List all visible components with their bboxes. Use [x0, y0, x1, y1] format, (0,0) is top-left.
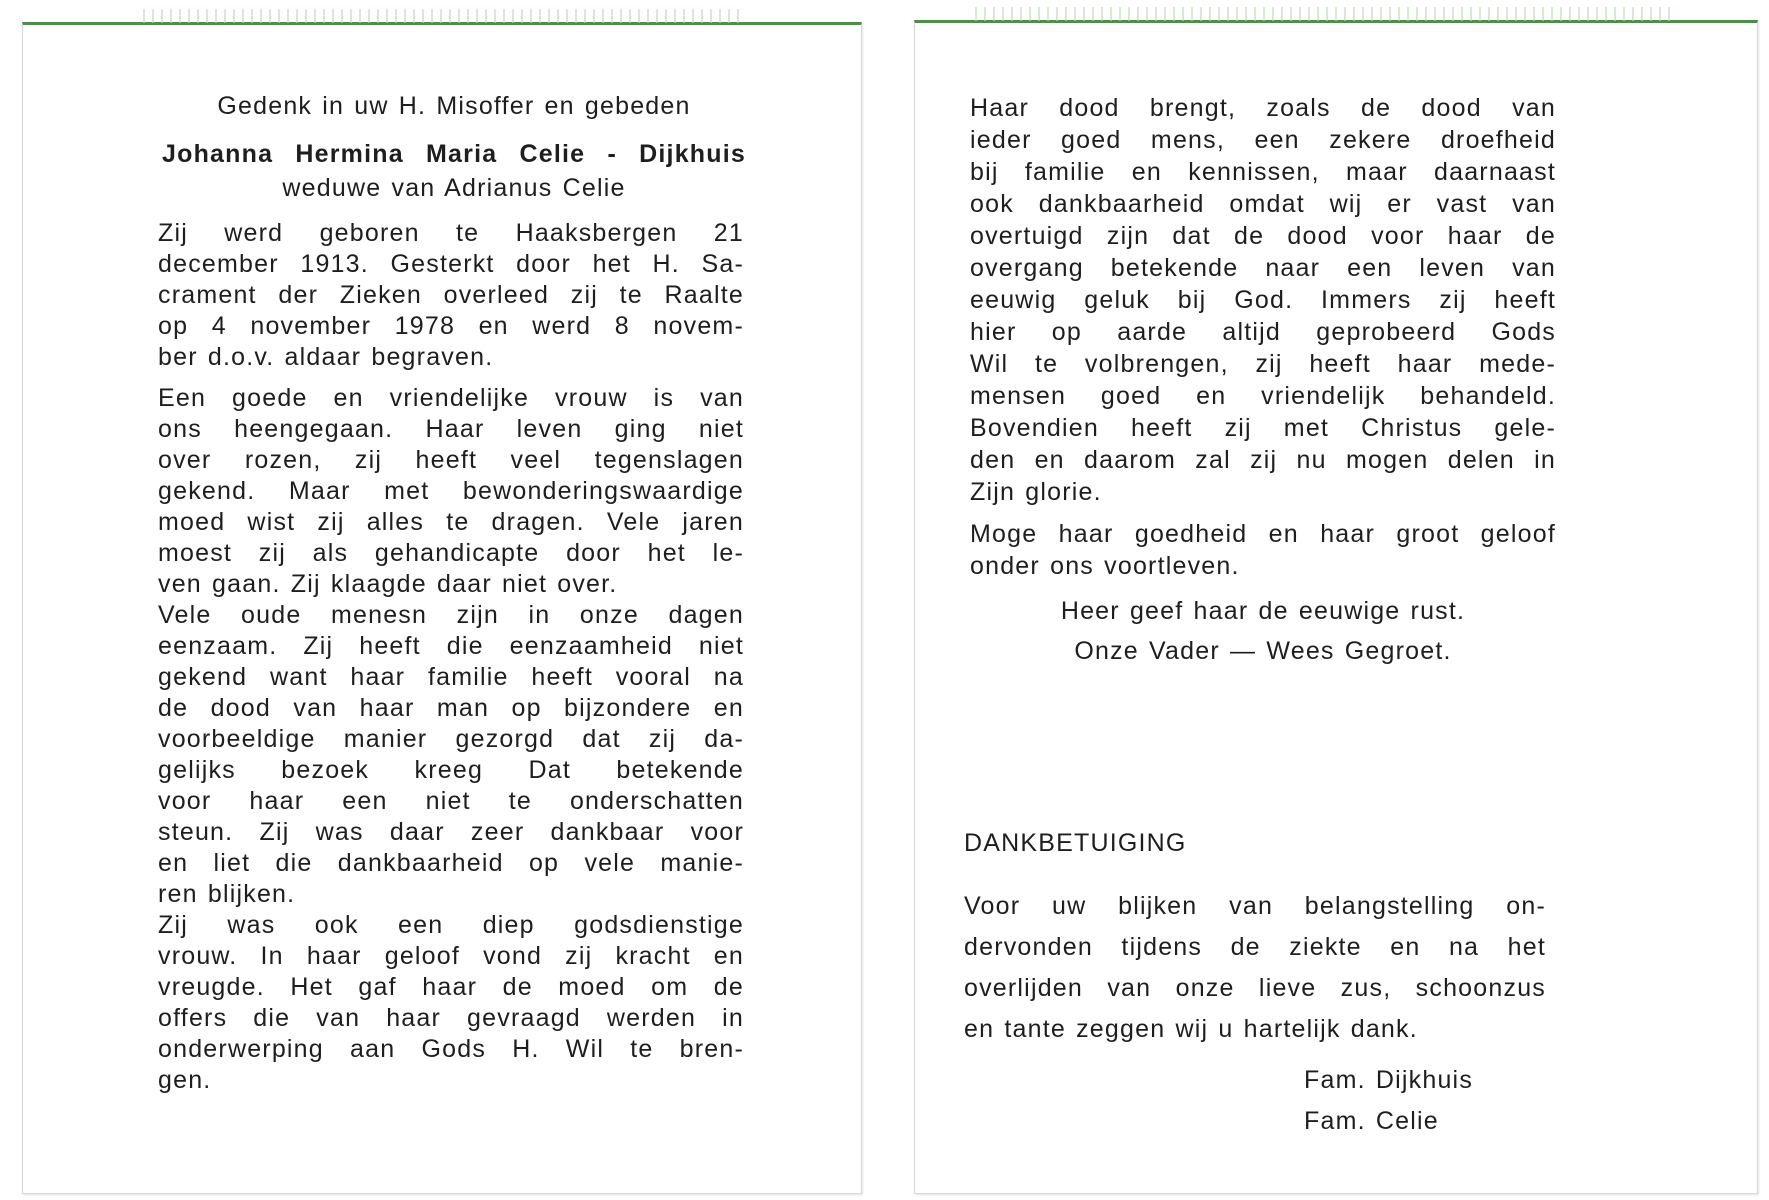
memorial-heading: Gedenk in uw H. Misoffer en gebeden [217, 92, 691, 120]
text-line: steun. Zij was daar zeer dankbaar voor [158, 818, 744, 846]
thanks-title: DANKBETUIGING [964, 829, 1187, 857]
text-line: Voor uw blijken van belangstelling on- [964, 892, 1546, 920]
text-line: Zij was ook een diep godsdienstige [158, 911, 744, 939]
text-line: overtuigd zijn dat de dood voor haar de [970, 222, 1556, 250]
text-line: Vele oude menesn zijn in onze dagen [158, 601, 744, 629]
deceased-name: Johanna Hermina Maria Celie - Dijkhuis [162, 140, 746, 168]
text-line: Zij werd geboren te Haaksbergen 21 [158, 219, 744, 247]
text-line: ber d.o.v. aldaar begraven. [158, 343, 494, 371]
text-line: offers die van haar gevraagd werden in [158, 1004, 744, 1032]
text-line: bij familie en kennissen, maar daarnaast [970, 158, 1556, 186]
text-line: vrouw. In haar geloof vond zij kracht en [158, 942, 744, 970]
text-line: gekend. Maar met bewonderingswaardige [158, 477, 744, 505]
prayer-rest: Heer geef haar de eeuwige rust. [1060, 597, 1466, 625]
text-line: voor haar een niet te onderschatten [158, 787, 744, 815]
text-line: hier op aarde altijd geprobeerd Gods [970, 318, 1556, 346]
text-line: eenzaam. Zij heeft die eenzaamheid niet [158, 632, 744, 660]
text-line: Bovendien heeft zij met Christus gele- [970, 414, 1556, 442]
text-line: ren blijken. [158, 880, 296, 908]
text-line: vreugde. Het gaf haar de moed om de [158, 973, 744, 1001]
paragraph-gap [158, 373, 744, 383]
thanks-text [964, 886, 1546, 1050]
text-line: crament der Zieken overleed zij te Raalte [158, 281, 744, 309]
text-line: op 4 november 1978 en werd 8 novem- [158, 312, 744, 340]
text-line: moest zij als gehandicapte door het le- [158, 539, 744, 567]
text-line: Moge haar goedheid en haar groot geloof [970, 520, 1556, 548]
signature-dijkhuis: Fam. Dijkhuis [1304, 1066, 1474, 1094]
text-line: mensen goed en vriendelijk behandeld. [970, 382, 1556, 410]
text-line: voorbeeldige manier gezorgd dat zij da- [158, 725, 744, 753]
text-line: ven gaan. Zij klaagde daar niet over. [158, 570, 618, 598]
text-line: overlijden van onze lieve zus, schoonzus [964, 974, 1546, 1002]
right-body-text [970, 92, 1556, 582]
text-line: Wil te volbrengen, zij heeft haar mede- [970, 350, 1556, 378]
text-line: de dood van haar man op bijzondere en [158, 694, 744, 722]
text-line: gelijks bezoek kreeg Dat betekende [158, 756, 744, 784]
text-line: december 1913. Gesterkt door het H. Sa- [158, 250, 744, 278]
text-line: eeuwig geluk bij God. Immers zij heeft [970, 286, 1556, 314]
text-line: over rozen, zij heeft veel tegenslagen [158, 446, 744, 474]
text-line: onderwerping aan Gods H. Wil te bren- [158, 1035, 744, 1063]
text-line: ieder goed mens, een zekere droefheid [970, 126, 1556, 154]
text-line: overgang betekende naar een leven van [970, 254, 1556, 282]
prayer-names: Onze Vader — Wees Gegroet. [1074, 637, 1452, 665]
widow-subtitle: weduwe van Adrianus Celie [282, 174, 626, 202]
text-line: dervonden tijdens de ziekte en na het [964, 933, 1546, 961]
green-edge-decoration [975, 7, 1675, 21]
left-body-text [158, 218, 744, 1096]
text-line: en tante zeggen wij u hartelijk dank. [964, 1015, 1418, 1043]
text-line: ons heengegaan. Haar leven ging niet [158, 415, 744, 443]
text-line: ook dankbaarheid omdat wij er vast van [970, 190, 1556, 218]
paragraph-gap [970, 508, 1556, 518]
text-line: Zijn glorie. [970, 478, 1102, 506]
signature-celie: Fam. Celie [1304, 1107, 1439, 1135]
text-line: den en daarom zal zij nu mogen delen in [970, 446, 1556, 474]
text-line: Een goede en vriendelijke vrouw is van [158, 384, 744, 412]
green-edge-decoration [143, 9, 743, 23]
text-line: Haar dood brengt, zoals de dood van [970, 94, 1556, 122]
text-line: moed wist zij alles te dragen. Vele jaren [158, 508, 744, 536]
text-line: gen. [158, 1066, 212, 1094]
text-line: gekend want haar familie heeft vooral na [158, 663, 744, 691]
text-line: onder ons voortleven. [970, 552, 1240, 580]
text-line: en liet die dankbaarheid op vele manie- [158, 849, 744, 877]
